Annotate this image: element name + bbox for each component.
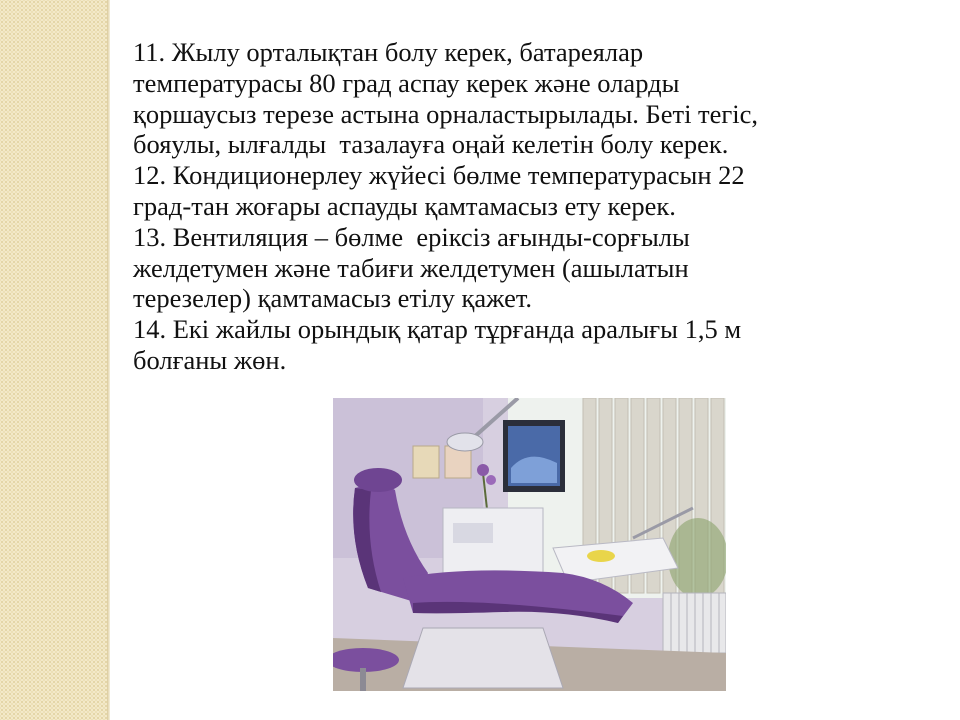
dental-room-photo: [333, 398, 726, 691]
radiator: [663, 593, 726, 653]
dental-room-illustration: [333, 398, 726, 691]
text-line: 13. Вентиляция – бөлме еріксіз ағынды-сорғылы: [133, 221, 690, 252]
text-line: желдетумен және табиғи желдетумен (ашылатын: [133, 252, 689, 283]
stool-post: [360, 668, 366, 691]
dental-lamp: [447, 433, 483, 451]
orchid-flower: [477, 464, 489, 476]
poster: [413, 446, 439, 478]
text-line: қоршаусыз терезе астына орналастырылады. Беті тегіс,: [133, 98, 759, 129]
text-line: терезелер) қамтамасыз етілу қажет.: [133, 283, 533, 314]
text-line: 14. Екі жайлы орындық қатар тұрғанда аралығы 1,5 м: [133, 314, 742, 345]
chair-base: [403, 628, 563, 688]
text-line: град-тан жоғары аспауды қамтамасыз ету керек.: [133, 190, 676, 221]
text-line: 12. Кондиционерлеу жүйесі бөлме температурасын 22: [133, 160, 745, 191]
text-line: болғаны жөн.: [133, 344, 287, 375]
text-line: температурасы 80 град аспау керек және оларды: [133, 67, 680, 98]
text-line: 11. Жылу орталықтан болу керек, батареялар: [133, 37, 644, 67]
text-line: бояулы, ылғалды тазалауға оңай келетін болу керек.: [133, 129, 729, 160]
tray-item: [587, 550, 615, 562]
orchid-flower: [486, 475, 496, 485]
decorative-side-strip: [0, 0, 107, 720]
slide-text: [133, 37, 923, 376]
spittoon: [453, 523, 493, 543]
tree: [668, 518, 726, 598]
chair-headrest: [354, 468, 402, 492]
side-strip-edge: [107, 0, 110, 720]
